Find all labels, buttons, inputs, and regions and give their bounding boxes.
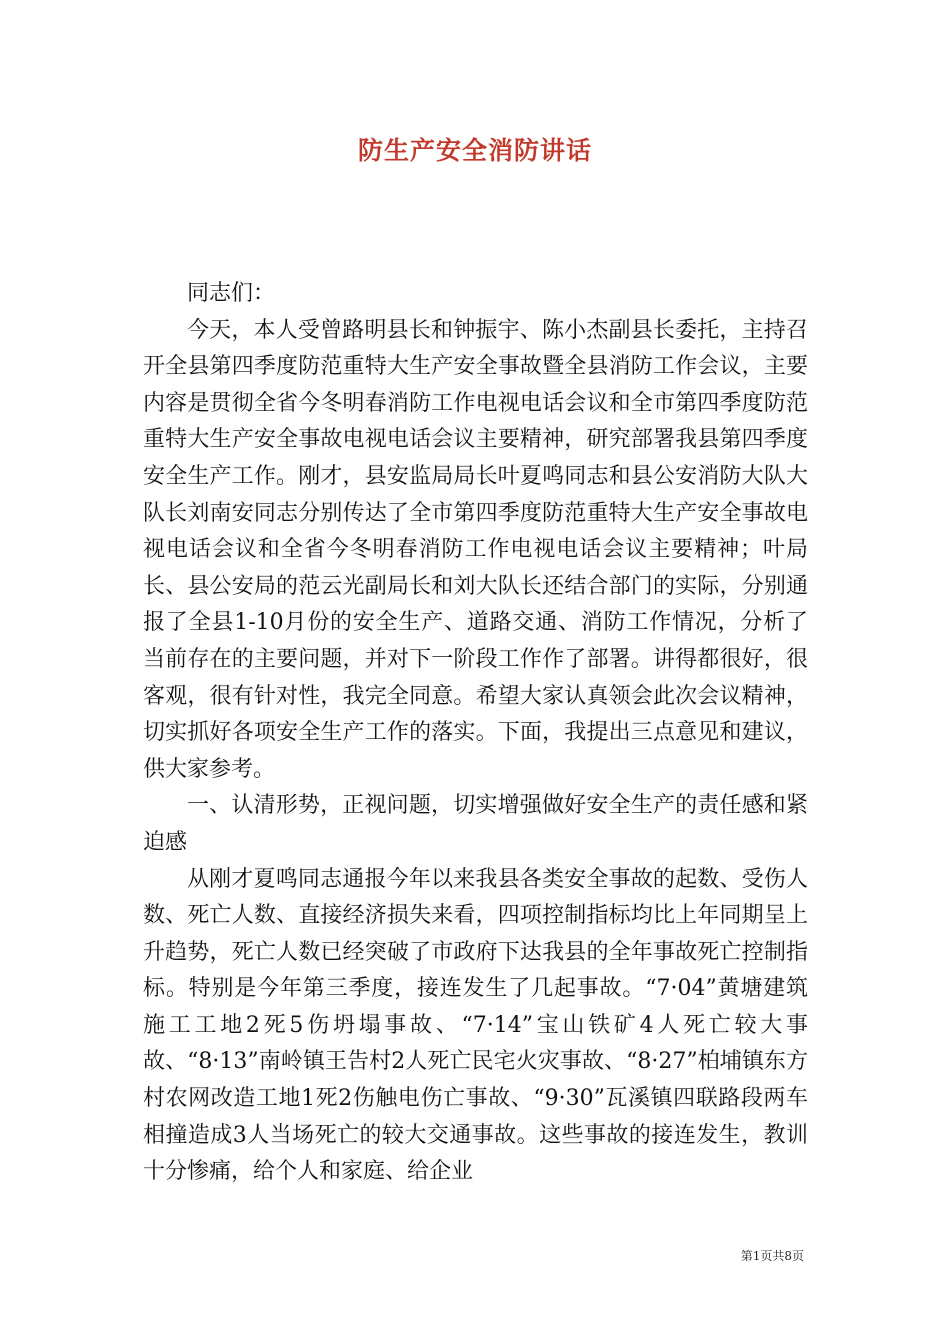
- section-heading-paragraph: 一、认清形势，正视问题，切实增强做好安全生产的责任感和紧迫感: [143, 793, 808, 855]
- body-paragraph: 从刚才夏鸣同志通报今年以来我县各类安全事故的起数、受伤人数、死亡人数、直接经济损失来看，四项控制指标均比上年同期呈上升趋势，死亡人数已经突破了市政府下达我县的全年事故死亡控制指标。特别是今年第三季度，接连发生了几起事故。“7·04”黄塘建筑施工工地2死5伤坍塌事故、“7·14”宝山铁矿4人死亡较大事故、“8·13”南岭镇王告村2人死亡民宅火灾事故、“8·27”柏埔镇东方村农网改造工地1死2伤触电伤亡事故、“9·30”瓦溪镇四联路段两车相撞造成3人当场死亡的较大交通事故。这些事故的接连发生，教训十分惨痛，给个人和家庭、给企业: [143, 866, 808, 1185]
- salutation-paragraph: 同志们：: [187, 281, 276, 306]
- page-number: 第1页共8页: [740, 1249, 804, 1263]
- document-body: [143, 276, 808, 1191]
- intro-paragraph: 今天，本人受曾路明县长和钟振宇、陈小杰副县长委托，主持召开全县第四季度防范重特大生产安全事故暨全县消防工作会议，主要内容是贯彻全省今冬明春消防工作电视电话会议和全市第四季度防范重特大生产安全事故电视电话会议主要精神，研究部署我县第四季度安全生产工作。刚才，县安监局局长叶夏鸣同志和县公安消防大队大队长刘南安同志分别传达了全市第四季度防范重特大生产安全事故电视电话会议和全省今冬明春消防工作电视电话会议主要精神；叶局长、县公安局的范云光副局长和刘大队长还结合部门的实际，分别通报了全县1-10月份的安全生产、道路交通、消防工作情况，分析了当前存在的主要问题，并对下一阶段工作作了部署。讲得都很好，很客观，很有针对性，我完全同意。希望大家认真领会此次会议精神，切实抓好各项安全生产工作的落实。下面，我提出三点意见和建议，供大家参考。: [143, 317, 808, 782]
- document-title: 防生产安全消防讲话: [357, 136, 592, 165]
